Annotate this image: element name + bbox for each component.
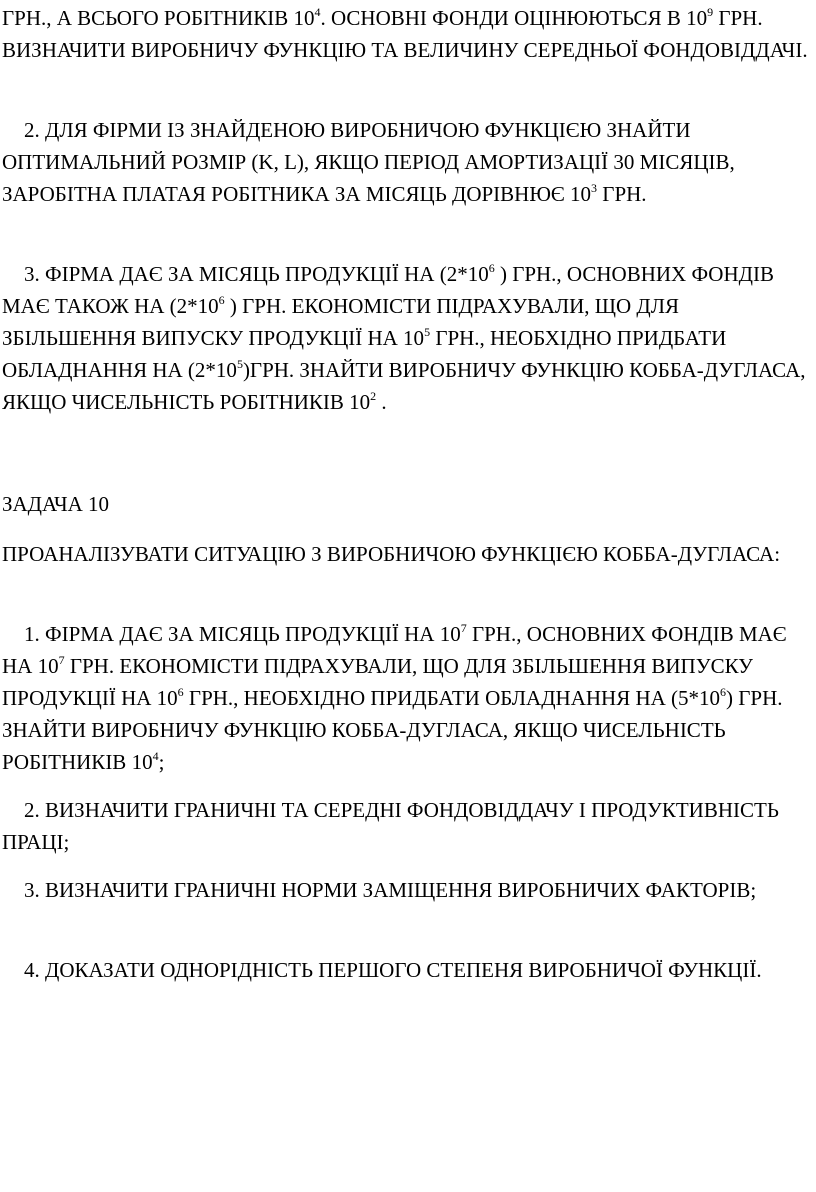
text-run: 3. ФІРМА ДАЄ ЗА МІСЯЦЬ ПРОДУКЦІЇ НА (2*10	[24, 262, 489, 286]
text-run: ) ГРН., ОСНОВНИХ ФОНДІВ МАЄ ТАКОЖ НА (2*10	[2, 262, 774, 318]
exponent: 9	[707, 5, 714, 19]
exponent: 6	[177, 685, 184, 699]
paragraph-intro: ПРОАНАЛІЗУВАТИ СИТУАЦІЮ З ВИРОБНИЧОЮ ФУНКЦІЄЮ КОББА-ДУГЛАСА:	[2, 542, 781, 566]
text-run: ) ГРН. ЗНАЙТИ ВИРОБНИЧУ ФУНКЦІЮ КОББА-ДУГЛАСА, ЯКЩО ЧИСЕЛЬНІСТЬ РОБІТНИКІВ 10	[2, 686, 783, 774]
exponent: 7	[460, 621, 467, 635]
exponent: 7	[58, 653, 65, 667]
exponent: 6	[720, 685, 727, 699]
exponent: 6	[218, 293, 225, 307]
exponent: 2	[370, 389, 377, 403]
text-run: ГРН., А ВСЬОГО РОБІТНИКІВ 10	[2, 6, 315, 30]
paragraph-question-4: 4. ДОКАЗАТИ ОДНОРІДНІСТЬ ПЕРШОГО СТЕПЕНЯ ВИРОБНИЧОЇ ФУНКЦІЇ.	[24, 958, 762, 982]
exponent: 3	[591, 181, 598, 195]
text-run: ГРН., НЕОБХІДНО ПРИДБАТИ ОБЛАДНАННЯ НА (2*10	[2, 326, 727, 382]
text-run: ;	[158, 750, 165, 774]
text-run: ГРН. ВИЗНАЧИТИ ВИРОБНИЧУ ФУНКЦІЮ ТА ВЕЛИЧИНУ СЕРЕДНЬОЇ ФОНДОВІДДАЧІ.	[2, 6, 808, 62]
text-run: ) ГРН. ЕКОНОМІСТИ ПІДРАХУВАЛИ, ЩО ДЛЯ ЗБІЛЬШЕННЯ ВИПУСКУ ПРОДУКЦІЇ НА 10	[2, 294, 679, 350]
text-run: . ОСНОВНІ ФОНДИ ОЦІНЮЮТЬСЯ В 10	[320, 6, 708, 30]
section-heading: ЗАДАЧА 10	[2, 492, 110, 516]
exponent: 6	[488, 261, 495, 275]
text-run: ГРН., НЕОБХІДНО ПРИДБАТИ ОБЛАДНАННЯ НА (5*10	[183, 686, 721, 710]
paragraph-item-3	[2, 258, 814, 418]
exponent: 5	[424, 325, 431, 339]
text-run: ГРН. ЕКОНОМІСТИ ПІДРАХУВАЛИ, ЩО ДЛЯ ЗБІЛЬШЕННЯ ВИПУСКУ ПРОДУКЦІЇ НА 10	[2, 654, 754, 710]
text-run: ГРН., ОСНОВНИХ ФОНДІВ МАЄ НА 10	[2, 622, 787, 678]
paragraph-question-1	[2, 618, 814, 778]
text-run: )ГРН. ЗНАЙТИ ВИРОБНИЧУ ФУНКЦІЮ КОББА-ДУГЛАСА, ЯКЩО ЧИСЕЛЬНІСТЬ РОБІТНИКІВ 10	[2, 358, 806, 414]
exponent: 5	[236, 357, 243, 371]
text-run: ГРН.	[597, 182, 647, 206]
paragraph-item-2	[2, 114, 814, 210]
exponent: 4	[314, 5, 321, 19]
paragraph-task-continuation	[2, 2, 814, 66]
paragraph-question-3: 3. ВИЗНАЧИТИ ГРАНИЧНІ НОРМИ ЗАМІЩЕННЯ ВИРОБНИЧИХ ФАКТОРІВ;	[24, 878, 757, 902]
paragraph-question-2: 2. ВИЗНАЧИТИ ГРАНИЧНІ ТА СЕРЕДНІ ФОНДОВІДДАЧУ І ПРОДУКТИВНІСТЬ ПРАЦІ;	[2, 798, 779, 854]
text-run: 1. ФІРМА ДАЄ ЗА МІСЯЦЬ ПРОДУКЦІЇ НА 10	[24, 622, 461, 646]
text-run: 2. ДЛЯ ФІРМИ ІЗ ЗНАЙДЕНОЮ ВИРОБНИЧОЮ ФУНКЦІЄЮ ЗНАЙТИ ОПТИМАЛЬНИЙ РОЗМІР (K, L), ЯКЩО ПЕРІОД АМОРТИЗАЦІЇ 30 МІСЯЦІВ, ЗАРОБІТНА ПЛАТАЯ РОБІТНИКА ЗА МІСЯЦЬ ДОРІВНЮЄ 10	[2, 118, 735, 206]
exponent: 4	[152, 749, 159, 763]
text-run: .	[376, 390, 387, 414]
